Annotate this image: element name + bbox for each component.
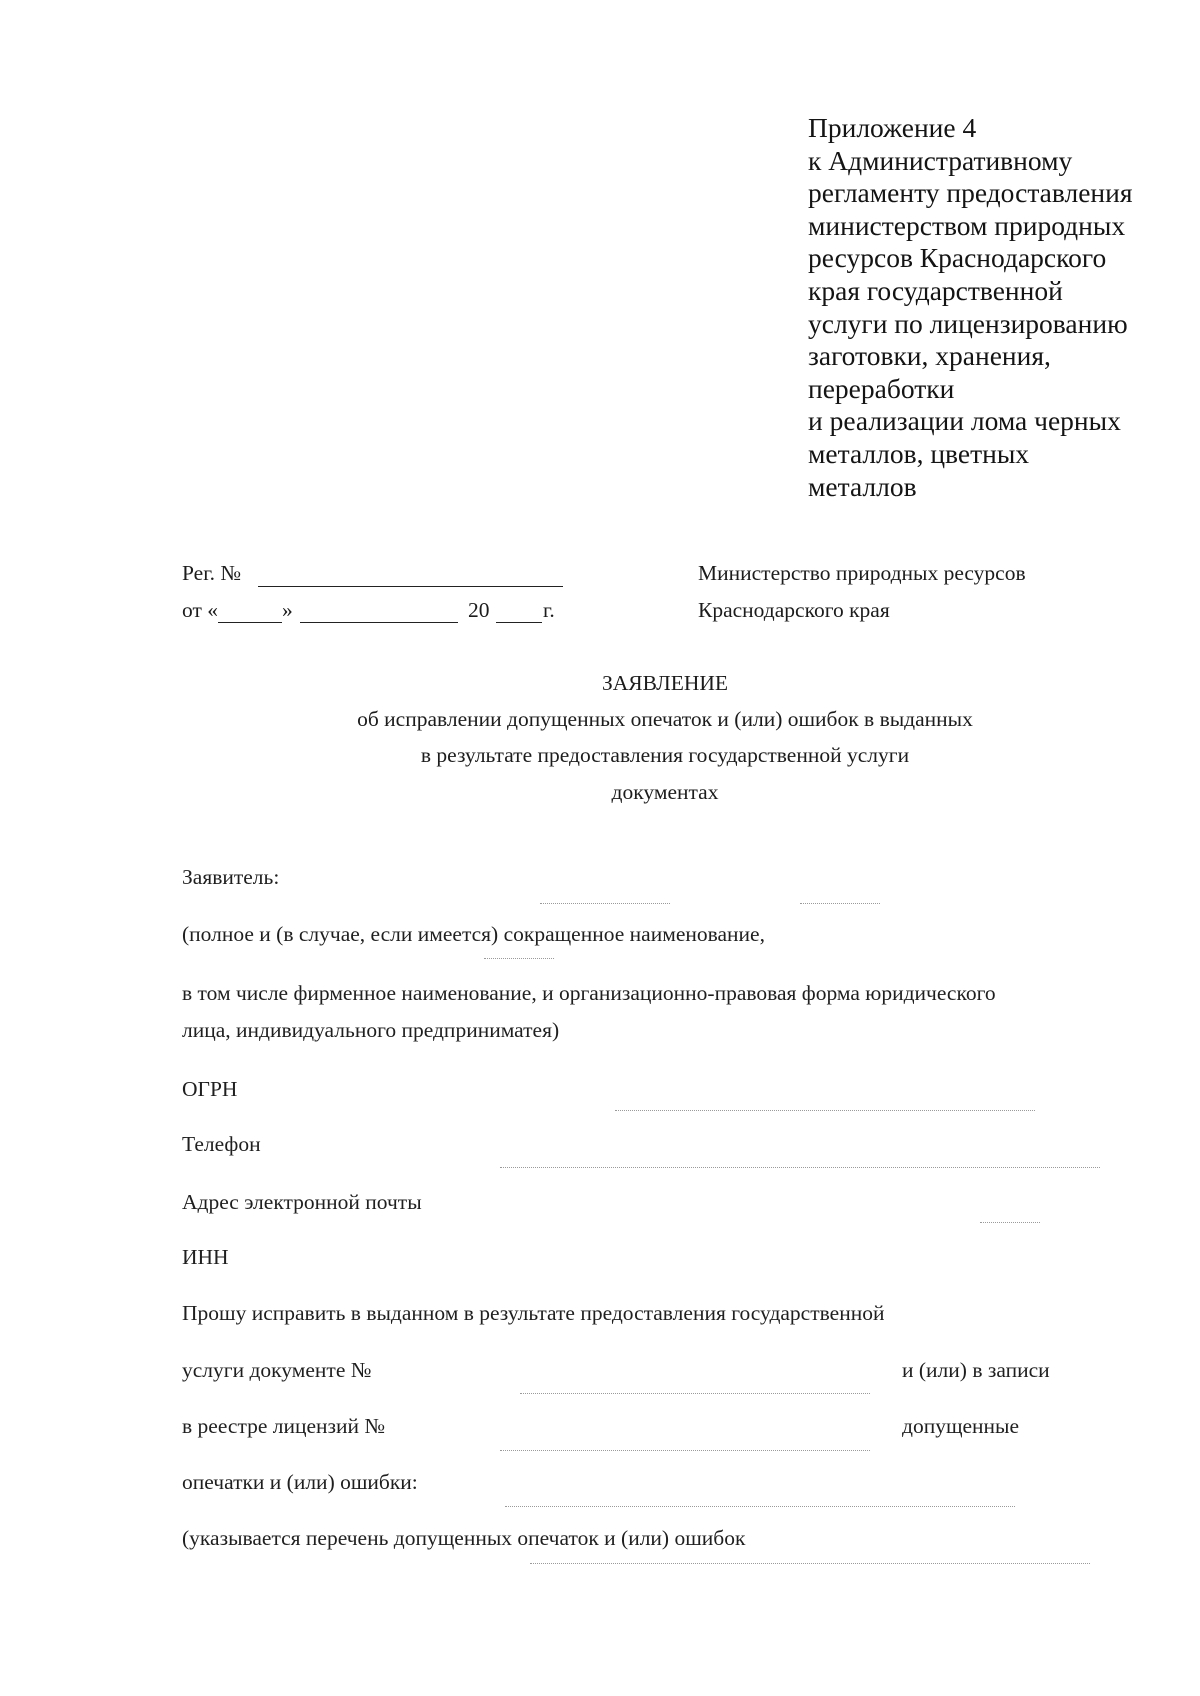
phone-field[interactable] [500, 1167, 1100, 1168]
applicant-note: (полное и (в случае, если имеется) сокращенное наименование, [182, 922, 765, 946]
year-suffix: г. [543, 598, 555, 622]
email-label: Адрес электронной почты [182, 1190, 422, 1214]
appendix-line: металлов, цветных [808, 437, 1030, 469]
errors-note: (указывается перечень допущенных опечаток и (или) ошибок [182, 1526, 746, 1550]
document-subtitle: документах [611, 780, 719, 804]
request-text: услуги документе № [182, 1358, 372, 1382]
document-subtitle: об исправлении допущенных опечаток и (или) ошибок в выданных [357, 707, 973, 731]
appendix-line: министерством природных [808, 209, 1126, 241]
applicant-label: Заявитель: [182, 865, 280, 889]
applicant-note: в том числе фирменное наименование, и организационно-правовая форма юридического [182, 981, 996, 1005]
reg-number-label: Рег. № [182, 561, 241, 585]
applicant-field[interactable] [540, 903, 670, 904]
request-text: и (или) в записи [902, 1358, 1050, 1382]
appendix-line: металлов [808, 470, 917, 502]
appendix-line: переработки [808, 372, 955, 404]
request-text: в реестре лицензий № [182, 1414, 385, 1438]
request-text: Прошу исправить в выданном в результате предоставления государственной [182, 1301, 885, 1325]
appendix-line: регламенту предоставления [808, 177, 1133, 209]
date-prefix: от « [182, 598, 218, 622]
appendix-line: заготовки, хранения, [808, 340, 1051, 372]
applicant-field[interactable] [800, 903, 880, 904]
applicant-field[interactable] [484, 958, 554, 959]
errors-field[interactable] [505, 1506, 1015, 1507]
recipient-line: Краснодарского края [698, 598, 890, 622]
email-field[interactable] [980, 1222, 1040, 1223]
appendix-line: услуги по лицензированию [808, 307, 1128, 339]
document-subtitle: в результате предоставления государственной услуги [420, 743, 910, 767]
date-day-field[interactable] [218, 622, 282, 623]
date-quote-close: » [282, 598, 293, 622]
year-prefix: 20 [468, 598, 490, 622]
errors-field[interactable] [530, 1563, 1090, 1564]
inn-label: ИНН [182, 1245, 229, 1269]
request-text: опечатки и (или) ошибки: [182, 1470, 418, 1494]
date-year-field[interactable] [496, 622, 542, 623]
document-number-field[interactable] [520, 1393, 870, 1394]
appendix-line: ресурсов Краснодарского [808, 242, 1107, 274]
applicant-note: лица, индивидуального предприниматея) [182, 1018, 560, 1042]
appendix-line: и реализации лома черных [808, 405, 1121, 437]
appendix-line: к Административному [808, 144, 1073, 176]
phone-label: Телефон [182, 1132, 261, 1156]
appendix-block [808, 112, 1133, 503]
ogrn-field[interactable] [615, 1110, 1035, 1111]
document-heading: ЗАЯВЛЕНИЕ [601, 671, 729, 695]
appendix-line: края государственной [808, 274, 1063, 306]
ogrn-label: ОГРН [182, 1077, 238, 1101]
appendix-line: Приложение 4 [808, 112, 977, 143]
license-number-field[interactable] [500, 1450, 870, 1451]
recipient-line: Министерство природных ресурсов [698, 561, 1026, 585]
date-month-field[interactable] [300, 622, 458, 623]
reg-number-field[interactable] [258, 586, 563, 587]
request-text: допущенные [902, 1414, 1020, 1438]
